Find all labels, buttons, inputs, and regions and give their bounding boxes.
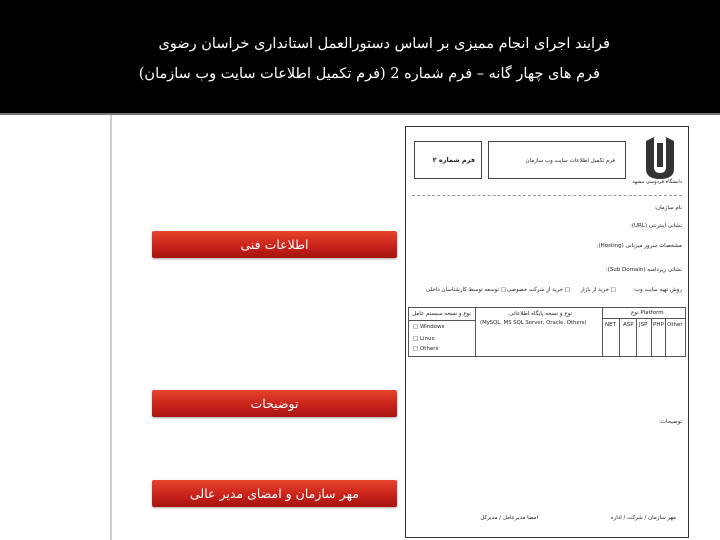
form-number-box <box>414 141 482 179</box>
section-notes-button[interactable]: توضیحات <box>152 390 397 417</box>
provider-option-3[interactable]: □ توسعه توسط کارشناسان داخلی <box>426 287 506 293</box>
platform-col-other: Other <box>667 322 683 328</box>
org-name-label: نام سازمان: <box>654 205 682 211</box>
header-title-line2: فرم های چهار گانه – فرم شماره 2 (فرم تکمیل اطلاعات سایت وب سازمان) <box>138 66 600 82</box>
os-option-linux-label: Linux <box>419 336 435 342</box>
provider-option-3-label: توسعه توسط کارشناسان داخلی <box>426 287 500 293</box>
url-label: نشانی اینترنتی (URL): <box>630 223 682 229</box>
provider-option-1-label: خرید از بازار <box>580 287 610 293</box>
provider-option-1[interactable]: □ خرید از بازار <box>580 287 616 293</box>
os-option-windows-label: Windows <box>419 324 445 330</box>
form-title-box <box>488 141 626 179</box>
subdomain-label: نشانی زیردامنه (Sub Domain): <box>605 267 682 273</box>
left-guide-line <box>110 115 112 540</box>
university-logo <box>632 133 682 191</box>
form-number: فرم شماره ۲ <box>432 156 475 164</box>
section-signature-button[interactable]: مهر سازمان و امضای مدیر عالی <box>152 480 397 507</box>
platform-header: نوع Platform <box>631 310 664 316</box>
db-header: نوع و نسخه پایگاه اطلاعاتی <box>509 311 572 317</box>
section-technical-info-button[interactable]: اطلاعات فنی <box>152 231 397 258</box>
header-divider <box>0 113 720 115</box>
form-document <box>405 126 689 538</box>
form-separator <box>412 195 682 196</box>
os-header: نوع و نسخه سیستم عامل <box>412 311 471 317</box>
platform-col-net: NET <box>605 322 616 328</box>
platform-col-asp: ASP <box>623 322 634 328</box>
logo-caption: دانشگاه فردوسی مشهد <box>632 179 682 185</box>
sign-manager-label: امضا مدیرعامل / مدیرکل <box>480 515 538 521</box>
notes-label: توضیحات: <box>659 419 682 425</box>
header-bar <box>0 0 720 113</box>
provider-option-2-label: خرید از شرکت خصوصی <box>506 287 564 293</box>
sign-org-label: مهر سازمان / شرکت / اداره <box>610 515 676 521</box>
os-option-others-label: Others <box>419 346 439 352</box>
form-title: فرم تکمیل اطلاعات سایت وب سازمان <box>525 158 615 164</box>
platform-col-jsp: JSP <box>639 322 648 328</box>
hosting-label: مشخصات سرور میزبانی (Hosting): <box>596 243 682 249</box>
db-values: (MySQL, MS SQL Server, Oracle, Others) <box>480 320 587 326</box>
provider-label: روش تهیه سایت وب: <box>633 287 682 293</box>
platform-column <box>602 307 686 357</box>
os-column <box>408 307 476 357</box>
header-title-line1: فرایند اجرای انجام ممیزی بر اساس دستورالعمل استانداری خراسان رضوی <box>158 36 610 52</box>
os-option-linux[interactable]: □ Linux <box>413 336 435 342</box>
os-option-windows[interactable]: □ Windows <box>413 324 445 330</box>
os-option-others[interactable]: □ Others <box>413 346 439 352</box>
platform-col-php: PHP <box>653 322 664 328</box>
db-column <box>475 307 603 357</box>
provider-option-2[interactable]: □ خرید از شرکت خصوصی <box>506 287 570 293</box>
